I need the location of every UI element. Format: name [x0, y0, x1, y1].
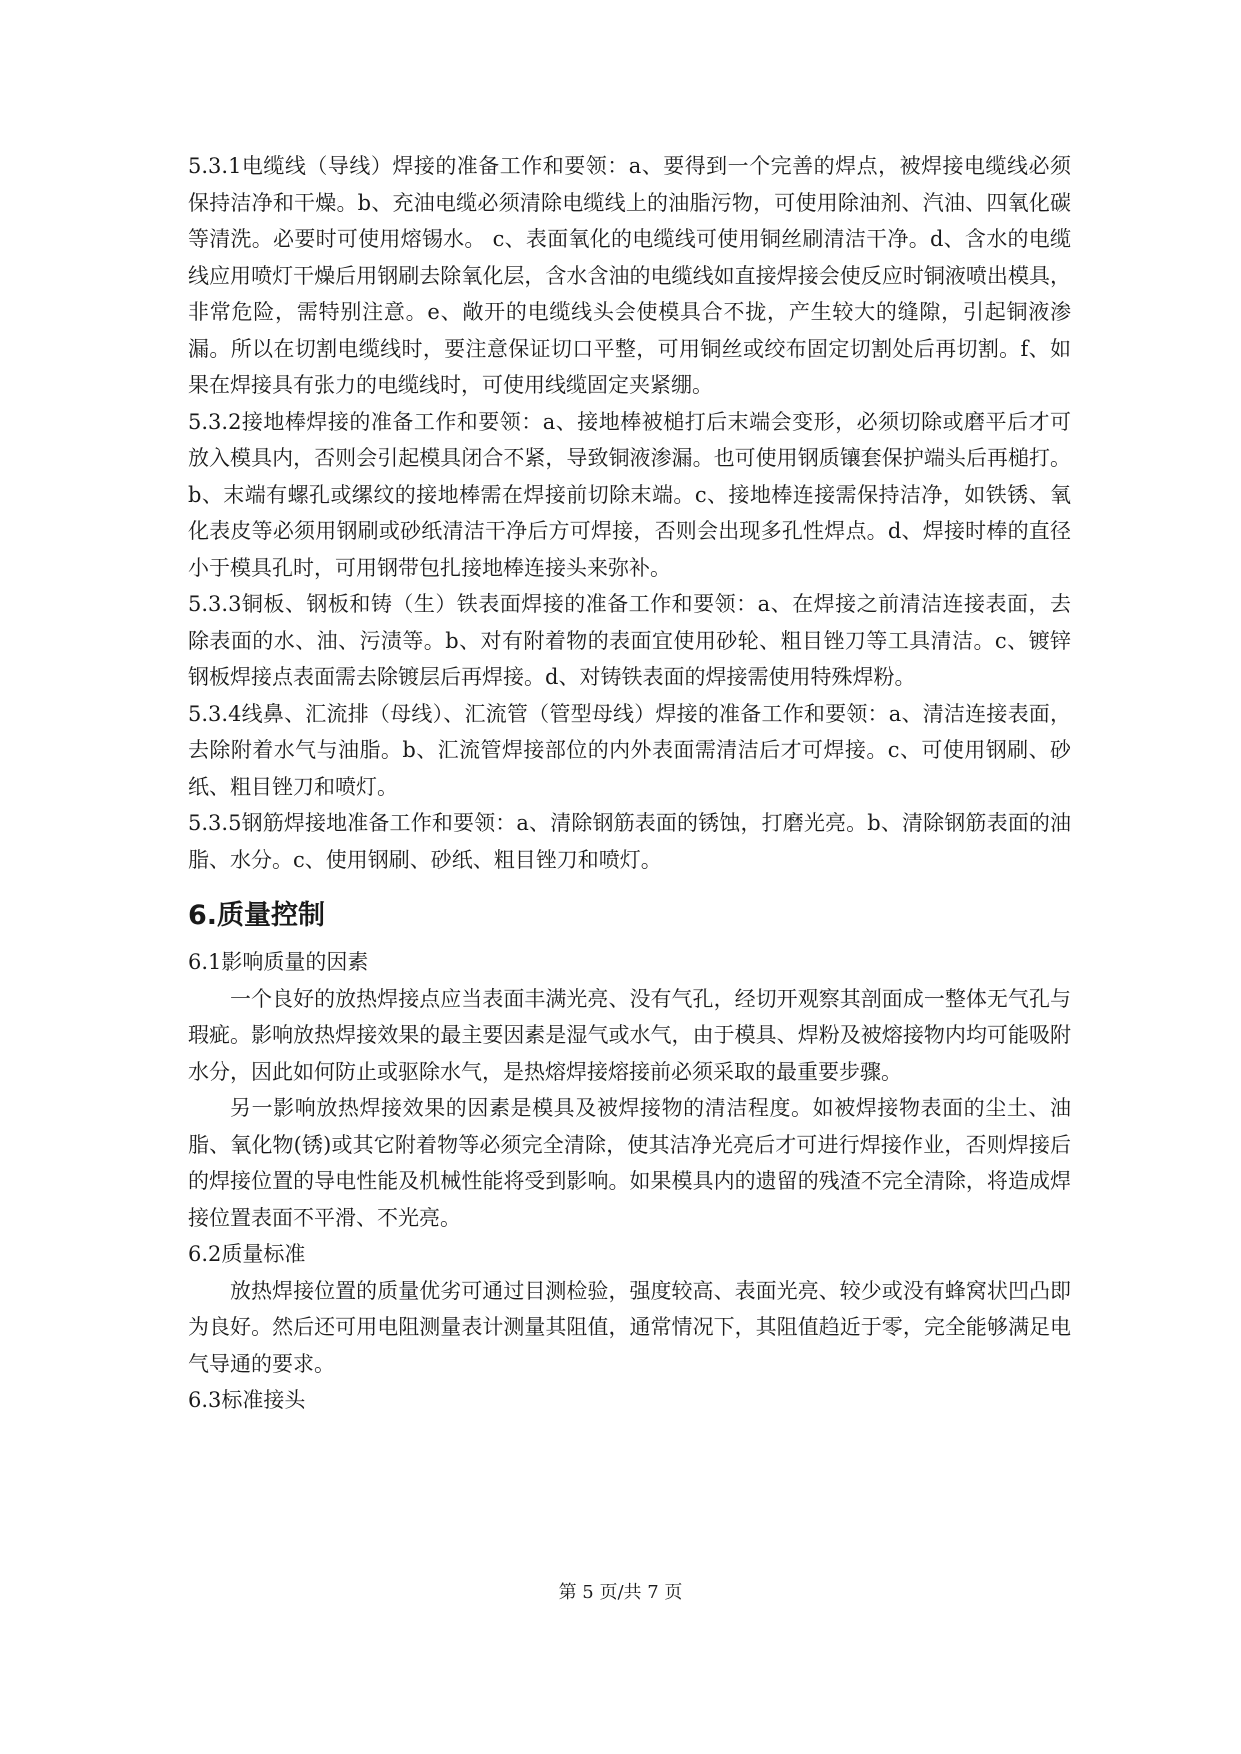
section-6-1-para-2: 另一影响放热焊接效果的因素是模具及被焊接物的清洁程度。如被焊接物表面的尘土、油脂、氧化物(锈)或其它附着物等必须完全清除，使其洁净光亮后才可进行焊接作业，否则焊接后的焊接位置的导电性能及机械性能将受到影响。如果模具内的遗留的残渣不完全清除，将造成焊接位置表面不平滑、不光亮。	[188, 1096, 1071, 1230]
section-6-2-title: 6.2质量标准	[188, 1242, 306, 1266]
section-5-3-1: 5.3.1电缆线（导线）焊接的准备工作和要领：a、要得到一个完善的焊点，被焊接电缆线必须保持洁净和干燥。b、充油电缆必须清除电缆线上的油脂污物，可使用除油剂、汽油、四氧化碳等清洗。必要时可使用熔锡水。 c、表面氧化的电缆线可使用铜丝刷清洁干净。d、含水的电缆线应用喷灯干燥后用钢刷去除氧化层，含水含油的电缆线如直接焊接会使反应时铜液喷出模具，非常危险，需特别注意。e、敞开的电缆线头会使模具合不拢，产生较大的缝隙，引起铜液渗漏。所以在切割电缆线时，要注意保证切口平整，可用铜丝或绞布固定切割处后再切割。f、如果在焊接具有张力的电缆线时，可使用线缆固定夹紧绷。	[188, 154, 1071, 397]
section-6-1-title: 6.1影响质量的因素	[188, 950, 369, 974]
section-6-3-title: 6.3标准接头	[188, 1388, 306, 1412]
section-5-3-4: 5.3.4线鼻、汇流排（母线）、汇流管（管型母线）焊接的准备工作和要领：a、清洁连接表面，去除附着水气与油脂。b、汇流管焊接部位的内外表面需清洁后才可焊接。c、可使用钢刷、砂纸、粗目锉刀和喷灯。	[188, 701, 1071, 799]
heading-quality-control: 6.质量控制	[188, 900, 326, 931]
section-6-1-para-1: 一个良好的放热焊接点应当表面丰满光亮、没有气孔，经切开观察其剖面成一整体无气孔与瑕疵。影响放热焊接效果的最主要因素是湿气或水气，由于模具、焊粉及被熔接物内均可能吸附水分，因此如何防止或驱除水气，是热熔焊接熔接前必须采取的最重要步骤。	[188, 986, 1071, 1084]
section-5-3-3: 5.3.3铜板、钢板和铸（生）铁表面焊接的准备工作和要领：a、在焊接之前清洁连接表面，去除表面的水、油、污渍等。b、对有附着物的表面宜使用砂轮、粗目锉刀等工具清洁。c、镀锌钢板焊接点表面需去除镀层后再焊接。d、对铸铁表面的焊接需使用特殊焊粉。	[188, 592, 1071, 689]
section-5-3-2: 5.3.2接地棒焊接的准备工作和要领：a、接地棒被槌打后末端会变形，必须切除或磨平后才可放入模具内，否则会引起模具闭合不紧，导致铜液渗漏。也可使用钢质镶套保护端头后再槌打。b、末端有螺孔或缧纹的接地棒需在焊接前切除末端。c、接地棒连接需保持洁净，如铁锈、氧化表皮等必须用钢刷或砂纸清洁干净后方可焊接，否则会出现多孔性焊点。d、焊接时棒的直径小于模具孔时，可用钢带包扎接地棒连接头来弥补。	[188, 409, 1071, 580]
section-6-2-para-1: 放热焊接位置的质量优劣可通过目测检验，强度较高、表面光亮、较少或没有蜂窝状凹凸即为良好。然后还可用电阻测量表计测量其阻值，通常情况下，其阻值趋近于零，完全能够满足电气导通的要求。	[188, 1278, 1071, 1376]
page-number-footer: 第 5 页/共 7 页	[558, 1582, 683, 1603]
section-5-3-5: 5.3.5钢筋焊接地准备工作和要领：a、清除钢筋表面的锈蚀，打磨光亮。b、清除钢筋表面的油脂、水分。c、使用钢刷、砂纸、粗目锉刀和喷灯。	[188, 811, 1071, 872]
